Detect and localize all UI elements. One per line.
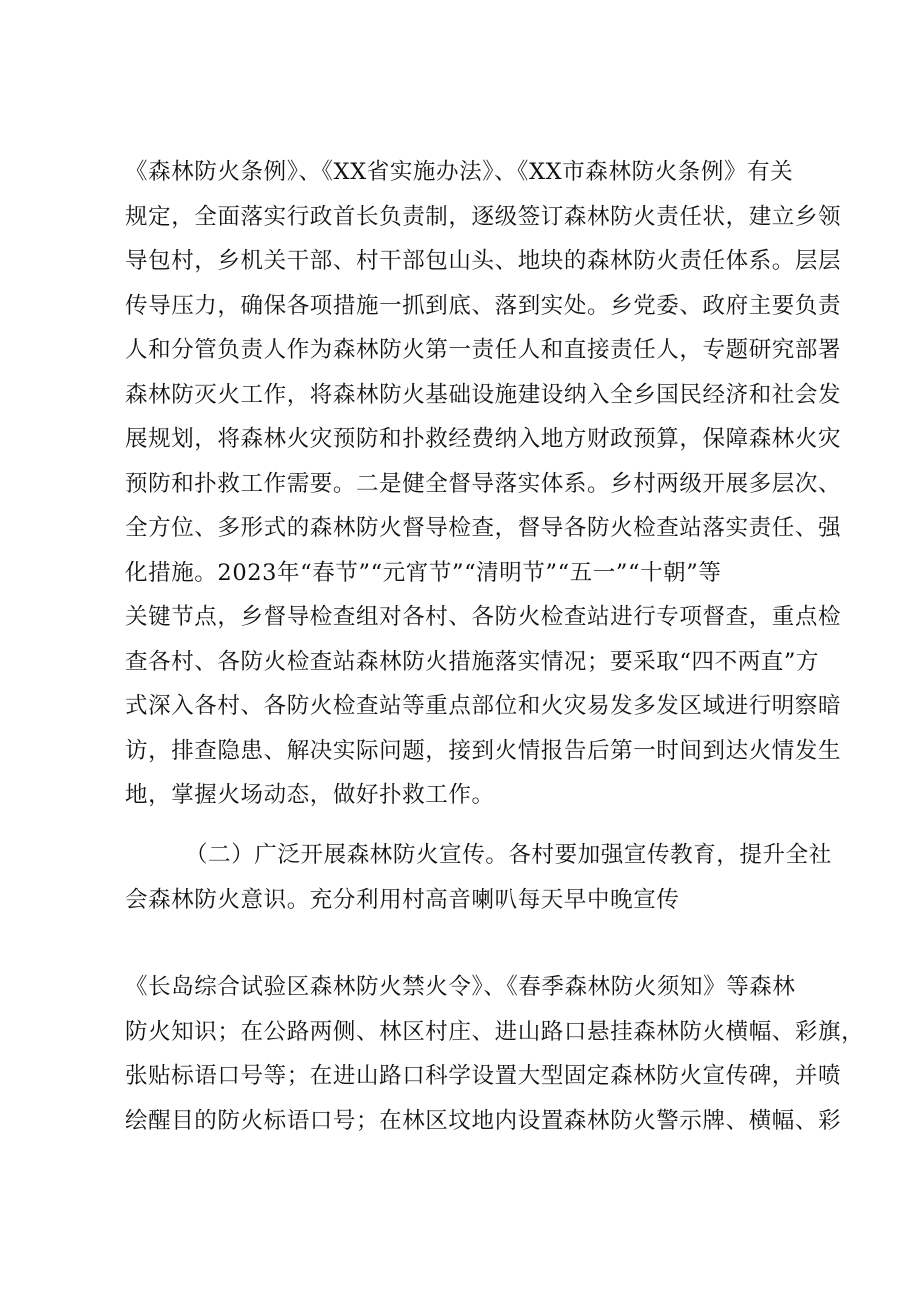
paragraph-responsibility-system bbox=[125, 150, 842, 818]
paragraph-fire-prevention-publicity bbox=[125, 833, 832, 922]
text-line: 预防和扑救工作需要。二是健全督导落实体系。乡村两级开展多层次、 bbox=[125, 470, 842, 497]
text-line: 会森林防火意识。充分利用村高音喇叭每天早中晚宣传 bbox=[125, 886, 680, 913]
text-line: 导包村，乡机关干部、村干部包山头、地块的森林防火责任体系。层层 bbox=[125, 248, 842, 274]
text-line: 森林防灭火工作，将森林防火基础设施建设纳入全乡国民经济和社会发 bbox=[125, 381, 842, 408]
text-line: 式深入各村、各防火检查站等重点部位和火灾易发多发区域进行明察暗 bbox=[125, 693, 842, 719]
text-line: 张贴标语口号等；在进山路口科学设置大型固定森林防火宣传碑，并喷 bbox=[125, 1063, 842, 1089]
text-line: 全方位、多形式的森林防火督导检查，督导各防火检查站落实责任、强 bbox=[125, 515, 842, 541]
text-line: 防火知识；在公路两侧、林区村庄、进山路口悬挂森林防火横幅、彩旗， bbox=[125, 1018, 865, 1045]
text-line: 传导压力，确保各项措施一抓到底、落到实处。乡党委、政府主要负责 bbox=[125, 292, 842, 319]
text-line: 规定，全面落实行政首长负责制，逐级签订森林防火责任状，建立乡领 bbox=[125, 203, 842, 230]
text-line: 《长岛综合试验区森林防火禁火令》、《春季森林防火须知》等森林 bbox=[125, 974, 796, 1000]
text-line: 人和分管负责人作为森林防火第一责任人和直接责任人，专题研究部署 bbox=[125, 337, 842, 363]
text-line: 关键节点，乡督导检查组对各村、各防火检查站进行专项督查，重点检 bbox=[125, 604, 842, 630]
text-line: 访，排查隐患、解决实际问题，接到火情报告后第一时间到达火情发生 bbox=[125, 737, 842, 764]
text-line: 查各村、各防火检查站森林防火措施落实情况；要采取“四不两直”方 bbox=[125, 648, 820, 675]
text-line: 展规划，将森林火灾预防和扑救经费纳入地方财政预算，保障森林火灾 bbox=[125, 426, 842, 452]
text-line: 地，掌握火场动态，做好扑救工作。 bbox=[125, 782, 495, 808]
text-line: （二）广泛开展森林防火宣传。各村要加强宣传教育，提升全社 bbox=[185, 842, 832, 868]
text-line: 化措施。2023年“春节”“元宵节”“清明节”“五一”“十朝”等 bbox=[125, 559, 722, 586]
text-line: 《森林防火条例》、《XX省实施办法》、《XX市森林防火条例》有关 bbox=[125, 159, 794, 185]
text-line: 绘醒目的防火标语口号；在林区坟地内设置森林防火警示牌、横幅、彩 bbox=[125, 1107, 842, 1134]
paragraph-publicity-measures bbox=[125, 965, 865, 1143]
